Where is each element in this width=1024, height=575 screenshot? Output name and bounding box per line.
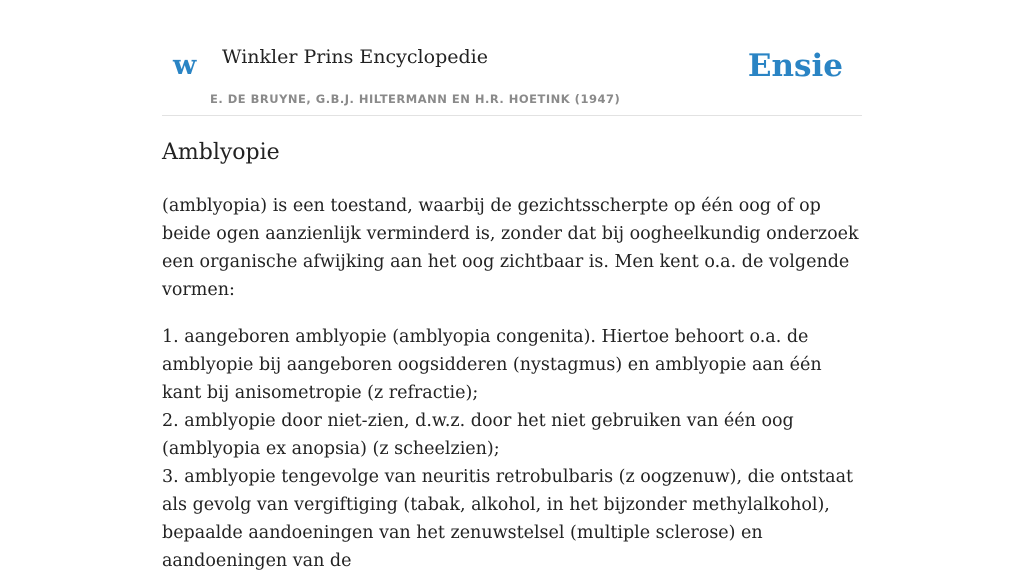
list-item: 2. amblyopie door niet-zien, d.w.z. door het niet gebruiken van één oog (amblyopia ex anopsia) (z scheelzien); (162, 411, 794, 459)
source-authors: E. DE BRUYNE, G.B.J. HILTERMANN EN H.R. HOETINK (1947) (210, 92, 621, 106)
list-item: 1. aangeboren amblyopie (amblyopia congenita). Hiertoe behoort o.a. de amblyopie bij aangeboren oogsidderen (nystagmus) en amblyopie aan één kant bij anisometropie (z refractie); (162, 327, 822, 403)
page (162, 0, 862, 571)
entry-title: Amblyopie (162, 140, 280, 165)
source-logo-icon[interactable]: w (173, 50, 197, 81)
entry-intro: (amblyopia) is een toestand, waarbij de gezichtsscherpte op één oog of op beide ogen aanzienlijk verminderd is, zonder dat bij oogheelkundig onderzoek een organische afwijking aan het oog zichtbaar is. Men kent o.a. de volgende vormen: (162, 196, 859, 300)
brand-logo[interactable]: Ensie (747, 48, 843, 84)
entry-body (162, 192, 862, 575)
source-header (162, 0, 862, 116)
source-title[interactable]: Winkler Prins Encyclopedie (222, 46, 488, 68)
list-item: 3. amblyopie tengevolge van neuritis retrobulbaris (z oogzenuw), die ontstaat als gevolg van vergiftiging (tabak, alkohol, in het bijzonder methylalkohol), bepaalde aandoeningen van het zenuwstelsel (multiple sclerose) en aandoeningen van de (162, 467, 854, 571)
